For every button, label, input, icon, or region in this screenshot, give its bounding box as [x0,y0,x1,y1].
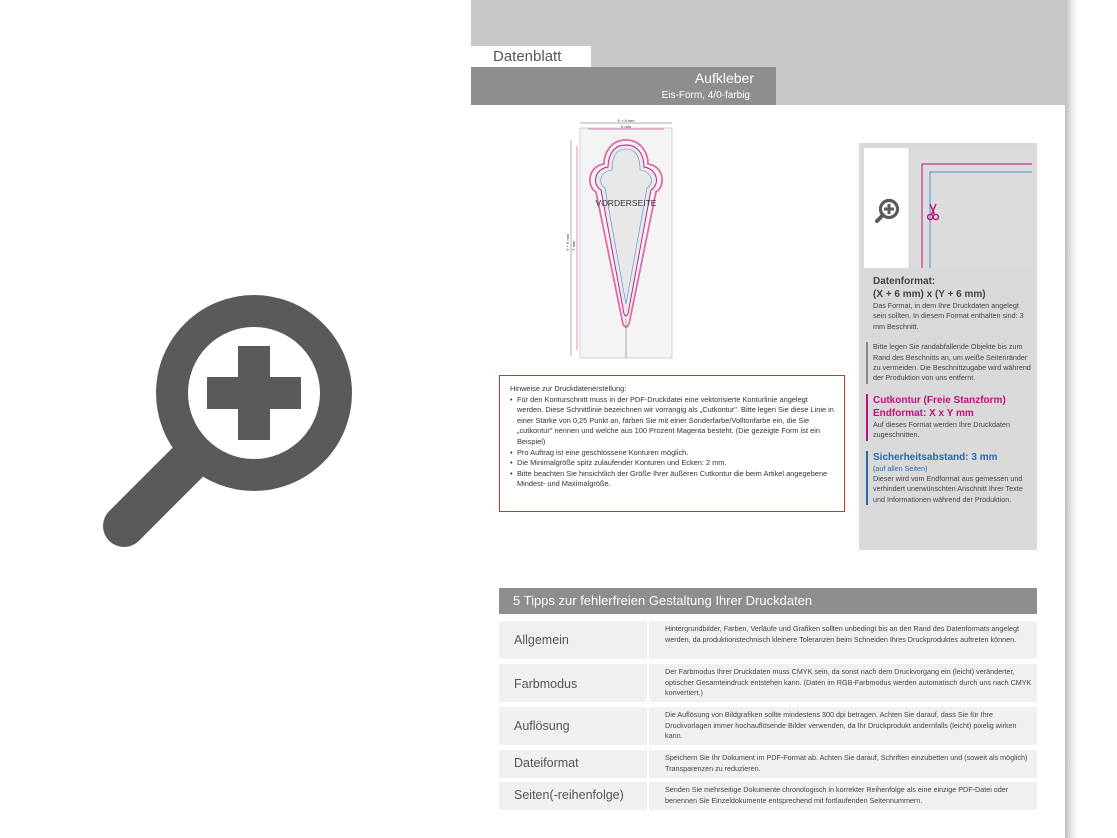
data-format-value: (X + 6 mm) x (Y + 6 mm) [873,289,986,300]
data-format-text: Das Format, in dem Ihre Druckdaten angelegt sein sollten. In diesem Format enthalten sind: 3 mm Beschnitt. [873,301,1024,331]
format-spec-box [859,143,1037,550]
tip-label: Seiten(-reihenfolge) [514,788,624,802]
end-format-value: Endformat: X x Y mm [873,407,974,419]
tip-text: Hintergrundbilder, Farben, Verläufe und Grafiken sollten unbedingt bis an den Rand des Datenformats angelegt werden, da produktionstechnisch kleinere Toleranzen beim Schneiden Ihres Druckproduktes auftreten können. [665,624,1020,644]
page-shadow [1065,0,1079,838]
product-subtitle: Eis-Form, 4/0-farbig [661,90,750,101]
safety-margin-title: Sicherheitsabstand: 3 mm [873,451,998,463]
tip-divider [647,707,649,745]
tips-title: 5 Tipps zur fehlerfreien Gestaltung Ihrer Druckdaten [499,588,1037,614]
tip-label: Auflösung [514,719,570,733]
tip-row [499,664,1037,702]
safety-margin-text: Dieser wird vom Endformat aus gemessen und verhindert unerwünschten Anschnitt Ihrer Texte und Informationen während der Produktion. [873,474,1023,504]
tip-text: Senden Sie mehrseitige Dokumente chronologisch in korrekter Reihenfolge als eine einzige PDF-Datei oder benennen Sie Einzeldokumente entsprechend mit fortlaufenden Seitennummern. [665,785,1009,805]
tip-text: Der Farbmodus Ihrer Druckdaten muss CMYK sein, da sonst nach dem Druckvorgang ein (leicht) veränderter, optischer Gesamteindruck entstehen kann. (Daten im RGB-Farbmodus werden automatisch durch uns nach CMYK konvertiert.) [665,667,1032,698]
tip-text: Die Auflösung von Bildgrafiken sollte mindestens 300 dpi betragen. Achten Sie darauf, dass Sie für Ihre Druckvorlagen immer hochauflösende Bilder verwenden, da Ihr Druckprodukt andernfalls (leicht) pixelig wirken kann. [665,710,1017,741]
hint-item: • Bitte beachten Sie hinsichtlich der Größe Ihrer äußeren Cutkontur die beim Artikel angegebene Mindest- und Maximalgröße. [510,469,834,490]
width-inner-label: X mm [620,124,632,129]
front-side-label: VORDERSEITE [595,198,657,208]
hints-title: Hinweise zur Druckdatenerstellung: [510,384,627,393]
tip-label: Dateiformat [514,756,579,770]
width-outer-label: X + 6 mm [617,118,635,123]
datasheet-tab: Datenblatt [471,46,591,67]
product-title: Aufkleber [694,70,754,86]
height-outer-label: Y + 6 mm [565,233,570,251]
hint-item: • Für den Konturschnitt muss in der PDF-Druckdatei eine vektorisierte Konturlinie angelegt werden. Diese Schnittlinie bezeichnen wir vorrangig als „Cutkontur". Bitte legen Sie diese Linie in einer Stärke von 0,25 Punkt an, färben Sie mit einer Sonderfarbe/Volltonfarbe ein, die Sie „cutkontur" nennen und welche aus 100 Prozent Magenta besteht. (Die gezeigte Form ist ein Beispiel) [510,395,834,448]
bleed-preview [864,148,1032,268]
product-banner [471,67,776,105]
hint-item: • Pro Auftrag ist eine geschlossene Konturen möglich. [510,448,834,459]
height-inner-label: Y mm [571,240,576,251]
spec-text [873,275,1033,515]
data-format-title: Datenformat: [873,276,936,287]
tip-divider [647,621,649,659]
tip-label: Allgemein [514,633,569,647]
datasheet-page [471,0,1065,838]
tip-divider [647,782,649,810]
cut-contour-text: Auf dieses Format werden Ihre Druckdaten zugeschnitten. [873,419,1011,440]
print-hints-box [499,375,845,512]
tip-divider [647,664,649,702]
tip-row [499,621,1037,659]
tip-row [499,782,1037,810]
tip-row [499,707,1037,745]
bleed-note: Bitte legen Sie randabfallende Objekte bis zum Rand des Beschnitts an, um weiße Seitenränder zu vermeiden. Die Beschnittzugabe wird während der Produktion von uns entfernt. [866,342,1033,384]
safety-margin-block [866,451,1033,506]
safety-margin-sub: (auf allen Seiten) [873,463,928,473]
hint-item: • Die Minimalgröße spitz zulaufender Konturen und Ecken: 2 mm. [510,458,834,469]
tip-row [499,750,1037,778]
zoom-in-icon[interactable] [874,198,900,224]
tip-divider [647,750,649,778]
zoom-in-icon[interactable] [100,290,360,550]
cut-contour-title: Cutkontur (Freie Stanzform) [873,394,1006,406]
tip-label: Farbmodus [514,677,578,691]
scissors-icon [927,203,939,221]
cut-contour-block [866,394,1033,441]
ice-cream-shape-diagram [566,118,686,363]
tip-text: Speichern Sie Ihr Dokument im PDF-Format ab. Achten Sie darauf, Schriften einzubetten und (soweit als möglich) Transparenzen zu reduzieren. [665,753,1028,773]
